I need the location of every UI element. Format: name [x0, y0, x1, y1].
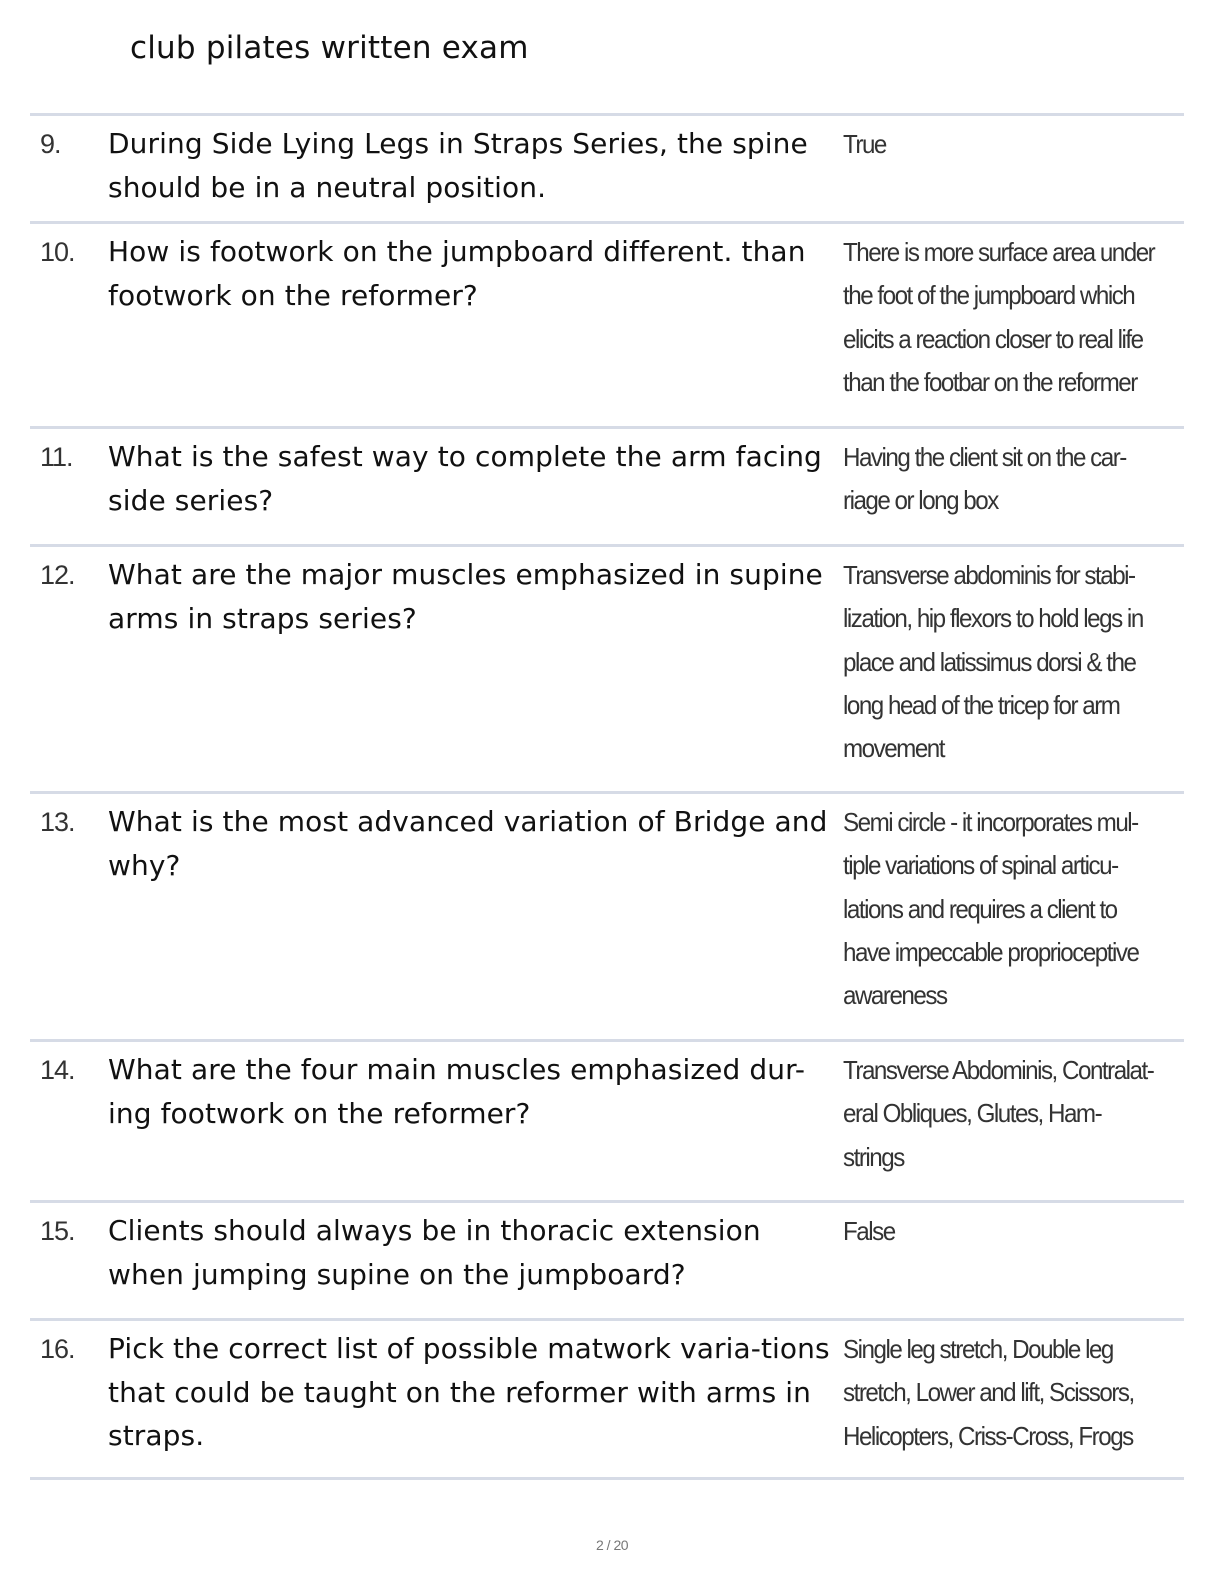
answer-text: False	[843, 1216, 895, 1246]
answer-text: Semi circle - it incorporates mul-tiple variations of spinal articu-lations and requires a client to have impeccable proprioceptive awareness	[843, 807, 1139, 1011]
question-text: What is the safest way to complete the arm facing side series?	[108, 440, 822, 517]
question-text: How is footwork on the jumpboard different. than footwork on the reformer?	[108, 235, 806, 312]
document-title: club pilates written exam	[130, 30, 529, 66]
question-row	[30, 1200, 1184, 1318]
question-text: During Side Lying Legs in Straps Series, the spine should be in a neutral position.	[108, 127, 808, 204]
question-number: 11.	[40, 442, 73, 472]
question-text: What are the four main muscles emphasized dur-ing footwork on the reformer?	[108, 1053, 806, 1130]
question-row	[30, 221, 1184, 426]
question-number: 15.	[40, 1216, 75, 1246]
question-row	[30, 1039, 1184, 1200]
question-text: What are the major muscles emphasized in supine arms in straps series?	[108, 558, 823, 635]
question-row	[30, 544, 1184, 791]
question-number: 9.	[40, 129, 61, 159]
answer-text: Transverse Abdominis, Contralat-eral Obliques, Glutes, Ham-strings	[843, 1055, 1154, 1172]
answer-text: Single leg stretch, Double leg stretch, Lower and lift, Scissors, Helicopters, Criss-Cross, Frogs	[843, 1334, 1134, 1451]
question-number: 16.	[40, 1334, 75, 1364]
question-number: 12.	[40, 560, 75, 590]
question-row	[30, 1318, 1184, 1480]
question-number: 10.	[40, 237, 75, 267]
question-text: Clients should always be in thoracic extension when jumping supine on the jumpboard?	[108, 1214, 761, 1291]
answer-text: Transverse abdominis for stabi-lization, hip flexors to hold legs in place and latissimus dorsi & the long head of the tricep for arm movement	[843, 560, 1143, 764]
question-text: Pick the correct list of possible matwork varia-tions that could be taught on the reformer with arms in straps.	[108, 1332, 830, 1452]
question-text: What is the most advanced variation of Bridge and why?	[108, 805, 828, 882]
page-indicator: 2 / 20	[595, 1537, 629, 1553]
answer-text: There is more surface area under the foot of the jumpboard which elicits a reaction closer to real life than the footbar on the reformer	[843, 237, 1155, 397]
question-number: 13.	[40, 807, 75, 837]
question-answer-table	[30, 113, 1184, 1480]
answer-text: True	[843, 129, 886, 159]
answer-text: Having the client sit on the car-riage or long box	[843, 442, 1126, 516]
question-row	[30, 426, 1184, 544]
question-row	[30, 791, 1184, 1039]
question-row	[30, 113, 1184, 221]
question-number: 14.	[40, 1055, 75, 1085]
